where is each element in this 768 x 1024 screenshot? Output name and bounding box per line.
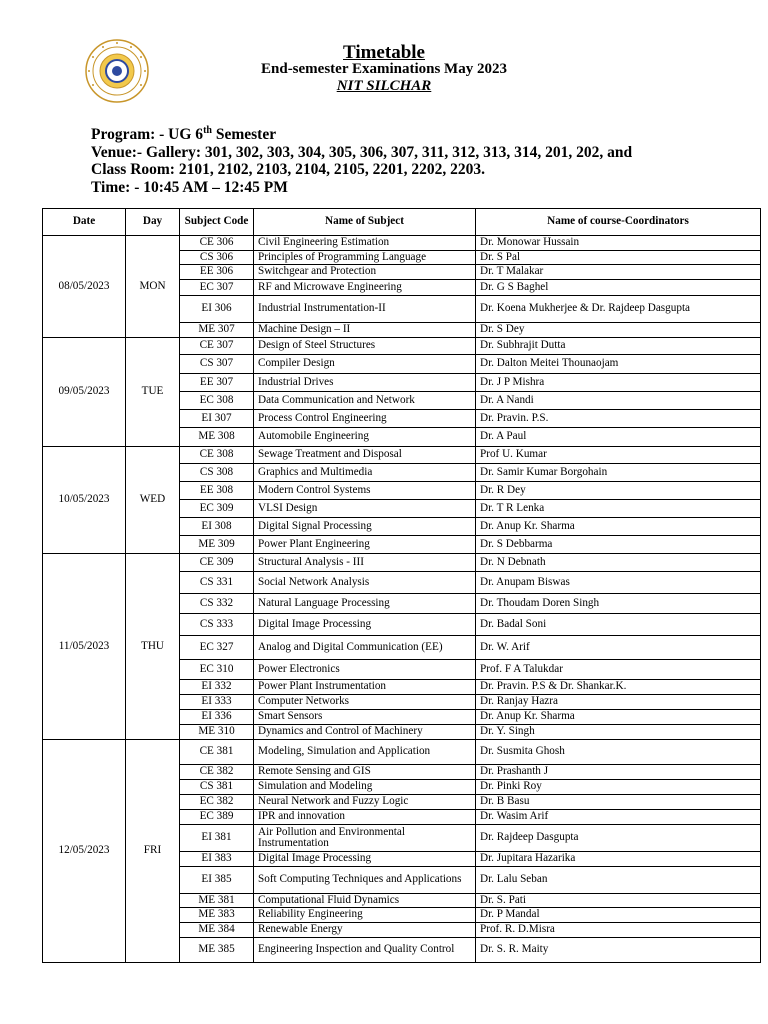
subject-name: Machine Design – II	[254, 323, 476, 338]
subject-name: Digital Image Processing	[254, 614, 476, 636]
subject-name: Social Network Analysis	[254, 572, 476, 594]
course-coordinator: Dr. Prashanth J	[476, 765, 761, 780]
table-row	[43, 338, 761, 355]
course-coordinator: Dr. Anup Kr. Sharma	[476, 518, 761, 536]
subject-code: EC 308	[180, 392, 254, 410]
exam-date: 11/05/2023	[43, 554, 126, 740]
course-coordinator: Dr. A Nandi	[476, 392, 761, 410]
course-coordinator: Dr. Subhrajit Dutta	[476, 338, 761, 355]
subject-code: ME 307	[180, 323, 254, 338]
subject-code: EE 306	[180, 265, 254, 280]
subject-code: EI 383	[180, 852, 254, 867]
subject-name: Smart Sensors	[254, 710, 476, 725]
course-coordinator: Dr. S Pal	[476, 251, 761, 265]
course-coordinator: Dr. P Mandal	[476, 908, 761, 923]
course-coordinator: Dr. S. Pati	[476, 894, 761, 908]
subject-code: EI 381	[180, 825, 254, 852]
exam-date: 08/05/2023	[43, 236, 126, 338]
course-coordinator: Dr. S Debbarma	[476, 536, 761, 554]
course-coordinator: Dr. T Malakar	[476, 265, 761, 280]
course-coordinator: Dr. S Dey	[476, 323, 761, 338]
subject-name: Automobile Engineering	[254, 428, 476, 447]
course-coordinator: Dr. Pravin. P.S & Dr. Shankar.K.	[476, 680, 761, 695]
subject-code: EE 308	[180, 482, 254, 500]
course-coordinator: Prof. R. D.Misra	[476, 923, 761, 938]
col-header-day: Day	[126, 209, 180, 236]
subject-code: CS 306	[180, 251, 254, 265]
subject-code: CE 382	[180, 765, 254, 780]
program-line: Program: - UG 6th Semester	[91, 125, 277, 144]
course-coordinator: Dr. R Dey	[476, 482, 761, 500]
subject-name: Engineering Inspection and Quality Control	[254, 938, 476, 963]
table-row	[43, 447, 761, 464]
subject-name: Design of Steel Structures	[254, 338, 476, 355]
course-coordinator: Dr. Dalton Meitei Thounaojam	[476, 355, 761, 374]
subject-code: ME 385	[180, 938, 254, 963]
subject-name: Industrial Drives	[254, 374, 476, 392]
subject-name: Digital Signal Processing	[254, 518, 476, 536]
subject-name: Dynamics and Control of Machinery	[254, 725, 476, 740]
subject-code: CE 381	[180, 740, 254, 765]
subject-name: Data Communication and Network	[254, 392, 476, 410]
exam-day: FRI	[126, 740, 180, 963]
course-coordinator: Dr. W. Arif	[476, 636, 761, 660]
table-row	[43, 236, 761, 251]
subject-name: Industrial Instrumentation-II	[254, 296, 476, 323]
course-coordinator: Dr. Samir Kumar Borgohain	[476, 464, 761, 482]
subject-name: Civil Engineering Estimation	[254, 236, 476, 251]
subject-code: ME 310	[180, 725, 254, 740]
subject-name: Digital Image Processing	[254, 852, 476, 867]
course-coordinator: Dr. Badal Soni	[476, 614, 761, 636]
subject-name: VLSI Design	[254, 500, 476, 518]
subject-name: Renewable Energy	[254, 923, 476, 938]
exam-day: THU	[126, 554, 180, 740]
table-row	[43, 740, 761, 765]
subject-name: Power Electronics	[254, 660, 476, 680]
subject-code: CS 307	[180, 355, 254, 374]
subject-code: ME 308	[180, 428, 254, 447]
subject-code: CE 306	[180, 236, 254, 251]
course-coordinator: Dr. Wasim Arif	[476, 810, 761, 825]
course-coordinator: Dr. B Basu	[476, 795, 761, 810]
time-line: Time: - 10:45 AM – 12:45 PM	[91, 178, 288, 196]
subject-code: EI 336	[180, 710, 254, 725]
subject-code: ME 381	[180, 894, 254, 908]
venue-line-1: Venue:- Gallery: 301, 302, 303, 304, 305, 306, 307, 311, 312, 313, 314, 201, 202, and	[91, 143, 633, 161]
course-coordinator: Dr. Pravin. P.S.	[476, 410, 761, 428]
subject-name: Computer Networks	[254, 695, 476, 710]
subject-code: EC 389	[180, 810, 254, 825]
subject-name: Modern Control Systems	[254, 482, 476, 500]
subject-code: CS 381	[180, 780, 254, 795]
course-coordinator: Prof U. Kumar	[476, 447, 761, 464]
subject-name: Modeling, Simulation and Application	[254, 740, 476, 765]
timetable	[42, 208, 761, 963]
col-header-date: Date	[43, 209, 126, 236]
course-coordinator: Dr. Koena Mukherjee & Dr. Rajdeep Dasgupta	[476, 296, 761, 323]
subject-code: EC 310	[180, 660, 254, 680]
course-coordinator: Dr. Pinki Roy	[476, 780, 761, 795]
subject-name: Process Control Engineering	[254, 410, 476, 428]
table-row	[43, 554, 761, 572]
col-header-subject-code: Subject Code	[180, 209, 254, 236]
subject-name: Neural Network and Fuzzy Logic	[254, 795, 476, 810]
subject-code: CS 332	[180, 594, 254, 614]
exam-day: MON	[126, 236, 180, 338]
subject-name: Air Pollution and Environmental Instrumentation	[254, 825, 476, 852]
subject-code: CE 307	[180, 338, 254, 355]
table-header-row	[43, 209, 761, 236]
subject-name: Principles of Programming Language	[254, 251, 476, 265]
subject-code: CS 333	[180, 614, 254, 636]
subject-name: Structural Analysis - III	[254, 554, 476, 572]
subject-name: Sewage Treatment and Disposal	[254, 447, 476, 464]
subject-code: EC 382	[180, 795, 254, 810]
course-coordinator: Dr. Jupitara Hazarika	[476, 852, 761, 867]
subject-code: CE 308	[180, 447, 254, 464]
subject-name: RF and Microwave Engineering	[254, 280, 476, 296]
page-title: Timetable	[343, 42, 425, 63]
exam-day: WED	[126, 447, 180, 554]
col-header-coordinators: Name of course-Coordinators	[476, 209, 761, 236]
col-header-subject-name: Name of Subject	[254, 209, 476, 236]
subject-code: EI 385	[180, 867, 254, 894]
subject-code: EC 307	[180, 280, 254, 296]
institute-name: NIT SILCHAR	[336, 78, 432, 94]
subject-code: EI 306	[180, 296, 254, 323]
course-coordinator: Dr. N Debnath	[476, 554, 761, 572]
exam-info	[91, 122, 632, 196]
subject-name: Compiler Design	[254, 355, 476, 374]
subject-name: Power Plant Instrumentation	[254, 680, 476, 695]
subject-name: Analog and Digital Communication (EE)	[254, 636, 476, 660]
subject-code: EI 332	[180, 680, 254, 695]
subject-name: Remote Sensing and GIS	[254, 765, 476, 780]
subject-name: Graphics and Multimedia	[254, 464, 476, 482]
subject-name: Computational Fluid Dynamics	[254, 894, 476, 908]
course-coordinator: Dr. Anup Kr. Sharma	[476, 710, 761, 725]
course-coordinator: Dr. Anupam Biswas	[476, 572, 761, 594]
venue-line-2: Class Room: 2101, 2102, 2103, 2104, 2105, 2201, 2202, 2203.	[91, 161, 485, 179]
subject-name: Power Plant Engineering	[254, 536, 476, 554]
subject-name: Natural Language Processing	[254, 594, 476, 614]
subject-code: EI 308	[180, 518, 254, 536]
course-coordinator: Dr. T R Lenka	[476, 500, 761, 518]
subject-code: ME 384	[180, 923, 254, 938]
exam-date: 09/05/2023	[43, 338, 126, 447]
subject-name: Simulation and Modeling	[254, 780, 476, 795]
course-coordinator: Dr. Thoudam Doren Singh	[476, 594, 761, 614]
course-coordinator: Dr. Monowar Hussain	[476, 236, 761, 251]
subject-code: EC 327	[180, 636, 254, 660]
subject-code: CS 331	[180, 572, 254, 594]
exam-date: 12/05/2023	[43, 740, 126, 963]
exam-day: TUE	[126, 338, 180, 447]
subject-name: Reliability Engineering	[254, 908, 476, 923]
exam-date: 10/05/2023	[43, 447, 126, 554]
subject-code: CS 308	[180, 464, 254, 482]
course-coordinator: Dr. J P Mishra	[476, 374, 761, 392]
course-coordinator: Dr. S. R. Maity	[476, 938, 761, 963]
course-coordinator: Dr. Lalu Seban	[476, 867, 761, 894]
course-coordinator: Prof. F A Talukdar	[476, 660, 761, 680]
exam-subtitle: End-semester Examinations May 2023	[261, 61, 507, 77]
subject-code: EI 307	[180, 410, 254, 428]
subject-code: EC 309	[180, 500, 254, 518]
course-coordinator: Dr. Ranjay Hazra	[476, 695, 761, 710]
subject-code: EI 333	[180, 695, 254, 710]
subject-code: CE 309	[180, 554, 254, 572]
course-coordinator: Dr. Rajdeep Dasgupta	[476, 825, 761, 852]
subject-code: ME 309	[180, 536, 254, 554]
course-coordinator: Dr. Y. Singh	[476, 725, 761, 740]
timetable-body	[43, 236, 761, 963]
subject-name: Soft Computing Techniques and Applications	[254, 867, 476, 894]
course-coordinator: Dr. G S Baghel	[476, 280, 761, 296]
subject-code: ME 383	[180, 908, 254, 923]
subject-code: EE 307	[180, 374, 254, 392]
subject-name: Switchgear and Protection	[254, 265, 476, 280]
subject-name: IPR and innovation	[254, 810, 476, 825]
course-coordinator: Dr. A Paul	[476, 428, 761, 447]
course-coordinator: Dr. Susmita Ghosh	[476, 740, 761, 765]
